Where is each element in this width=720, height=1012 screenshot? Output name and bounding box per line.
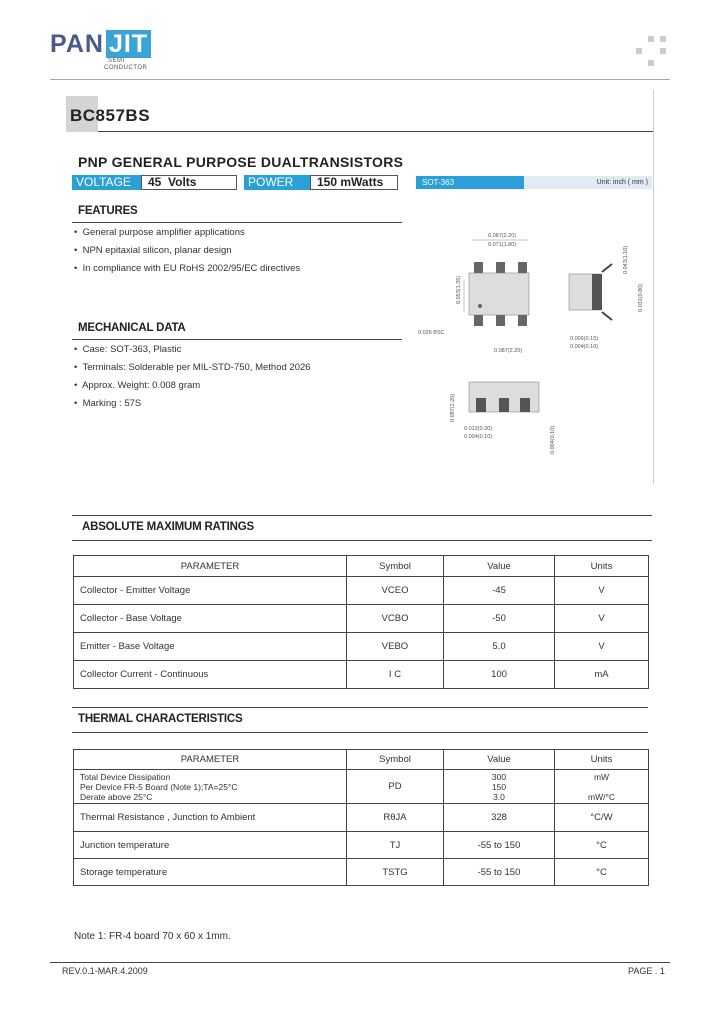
part-underline — [98, 131, 653, 132]
abs-unit-cell: V — [555, 605, 649, 633]
thermal-value-cell: -55 to 150 — [444, 859, 555, 886]
dim-top-width: 0.087(2.20) — [488, 233, 517, 239]
feature-item-2: • NPN epitaxial silicon, planar design — [74, 245, 232, 256]
feature-item-3-text: In compliance with EU RoHS 2002/95/EC directives — [82, 263, 301, 274]
mech-item-3-text: Approx. Weight: 0.008 gram — [82, 380, 201, 391]
unit-note: Unit: inch ( mm ) — [524, 176, 652, 189]
abs-unit-cell: V — [555, 577, 649, 605]
dim-lead-width-min: 0.004(0.10) — [464, 434, 493, 440]
page-title: PNP GENERAL PURPOSE DUALTRANSISTORS — [78, 154, 404, 170]
mech-item-2-text: Terminals: Solderable per MIL-STD-750, Method 2026 — [82, 362, 311, 373]
dim-bottom-overall: 0.087(2.20) — [450, 393, 456, 422]
package-bar: SOT-363 — [416, 176, 530, 189]
thermal-header-row — [74, 750, 649, 770]
abs-ratings-table — [73, 555, 649, 689]
abs-value-cell: 5.0 — [444, 633, 555, 661]
table-row — [74, 859, 649, 886]
dim-bottom-width: 0.087(2.20) — [494, 348, 523, 354]
thermal-param-cell: Thermal Resistance , Junction to Ambient — [74, 804, 347, 832]
abs-value-cell: -50 — [444, 605, 555, 633]
dim-top-width-min: 0.071(1.80) — [488, 242, 517, 248]
logo-pan-text: PAN — [50, 30, 104, 58]
part-number: BC857BS — [70, 106, 151, 125]
abs-header-value: Value — [444, 556, 555, 577]
mech-item-4: • Marking : 57S — [74, 398, 142, 409]
param-line: Total Device Dissipation — [80, 771, 171, 782]
table-row — [74, 633, 649, 661]
thermal-param-cell: Storage temperature — [74, 859, 347, 886]
thermal-value-cell — [444, 770, 555, 804]
value-line: 150 — [491, 781, 507, 792]
thermal-param-cell — [74, 770, 347, 804]
abs-unit-cell: mA — [555, 661, 649, 689]
footnote: Note 1: FR-4 board 70 x 60 x 1mm. — [74, 931, 231, 942]
thermal-header-symbol: Symbol — [347, 750, 444, 770]
thermal-underline — [72, 732, 648, 733]
abs-header-row — [74, 556, 649, 577]
decorative-squares — [636, 36, 666, 66]
abs-param-cell: Collector - Emitter Voltage — [74, 577, 347, 605]
dim-body-height: 0.053(1.35) — [456, 275, 462, 304]
table-row — [74, 661, 649, 689]
abs-unit-cell: V — [555, 633, 649, 661]
abs-ratings-heading: ABSOLUTE MAXIMUM RATINGS — [82, 521, 254, 533]
dim-side-height-min: 0.031(0.80) — [638, 283, 644, 312]
thermal-symbol-cell: TSTG — [347, 859, 444, 886]
table-row — [74, 577, 649, 605]
logo-sub-line2: CONDUCTOR — [104, 65, 148, 71]
thermal-header-value: Value — [444, 750, 555, 770]
dim-side-height: 0.043(1.10) — [623, 245, 629, 274]
abs-symbol-cell: VEBO — [347, 633, 444, 661]
dim-lead-thick-min: 0.004(0.10) — [570, 344, 599, 350]
thermal-header-units: Units — [555, 750, 649, 770]
abs-header-param: PARAMETER — [74, 556, 347, 577]
abs-ratings-underline — [72, 540, 652, 541]
table-row — [74, 832, 649, 859]
voltage-value-text: 45 Volts — [148, 175, 197, 189]
unit-line: mW/°C — [587, 791, 615, 802]
thermal-value-cell: 328 — [444, 804, 555, 832]
feature-item-3: • In compliance with EU RoHS 2002/95/EC directives — [74, 263, 301, 274]
thermal-unit-cell: °C — [555, 859, 649, 886]
mech-item-3: • Approx. Weight: 0.008 gram — [74, 380, 201, 391]
abs-param-cell: Collector - Base Voltage — [74, 605, 347, 633]
voltage-badge: VOLTAGE — [72, 175, 142, 190]
abs-symbol-cell: VCBO — [347, 605, 444, 633]
param-line: Per Device FR-5 Board (Note 1);TA=25°C — [80, 781, 238, 792]
right-border-line — [653, 90, 654, 485]
logo-jit-text: JIT — [106, 30, 151, 58]
thermal-unit-cell: °C — [555, 832, 649, 859]
mech-item-4-text: Marking : 57S — [82, 398, 142, 409]
header-divider — [50, 79, 670, 80]
unit-line: mW — [593, 771, 610, 782]
thermal-header-param: PARAMETER — [74, 750, 347, 770]
feature-item-1: • General purpose amplifier applications — [74, 227, 245, 238]
thermal-value-cell: -55 to 150 — [444, 832, 555, 859]
param-line: Derate above 25°C — [80, 791, 153, 802]
mech-item-2: • Terminals: Solderable per MIL-STD-750, Method 2026 — [74, 362, 311, 373]
abs-symbol-cell: VCEO — [347, 577, 444, 605]
revision-label: REV.0.1-MAR.4.2009 — [62, 966, 148, 976]
thermal-table — [73, 749, 649, 886]
value-line: 3.0 — [493, 791, 505, 802]
package-outline-drawing — [414, 222, 652, 462]
power-value: 150 mWatts — [310, 175, 398, 190]
table-row — [74, 804, 649, 832]
abs-value-cell: -45 — [444, 577, 555, 605]
thermal-symbol-cell: RθJA — [347, 804, 444, 832]
thermal-symbol-cell: PD — [347, 770, 444, 804]
power-badge: POWER — [244, 175, 310, 190]
mechanical-underline — [72, 339, 402, 340]
abs-symbol-cell: I C — [347, 661, 444, 689]
footer-divider — [50, 962, 670, 963]
page-number: PAGE . 1 — [628, 966, 665, 976]
features-underline — [72, 222, 402, 223]
abs-header-units: Units — [555, 556, 649, 577]
abs-value-cell: 100 — [444, 661, 555, 689]
company-logo — [50, 30, 151, 59]
abs-param-cell: Collector Current - Continuous — [74, 661, 347, 689]
dim-standoff: 0.004(0.10) — [550, 425, 556, 454]
thermal-param-cell: Junction temperature — [74, 832, 347, 859]
unit-line — [555, 782, 648, 792]
table-row — [74, 770, 649, 804]
thermal-heading: THERMAL CHARACTERISTICS — [78, 713, 243, 725]
abs-top-line — [72, 515, 652, 516]
mech-item-1-text: Case: SOT-363, Plastic — [82, 344, 182, 355]
thermal-unit-cell — [555, 770, 649, 804]
dim-pitch: 0.026 BSC — [418, 330, 445, 336]
logo-sub-line1: SEMI — [108, 58, 125, 64]
abs-header-symbol: Symbol — [347, 556, 444, 577]
dim-lead-thick: 0.006(0.15) — [570, 336, 599, 342]
thermal-symbol-cell: TJ — [347, 832, 444, 859]
dim-lead-width: 0.012(0.30) — [464, 426, 493, 432]
value-line: 300 — [491, 771, 507, 782]
logo-subtitle — [104, 58, 147, 72]
abs-param-cell: Emitter - Base Voltage — [74, 633, 347, 661]
thermal-unit-cell: °C/W — [555, 804, 649, 832]
mechanical-heading: MECHANICAL DATA — [78, 322, 186, 334]
table-row — [74, 605, 649, 633]
voltage-value — [141, 175, 237, 190]
feature-item-1-text: General purpose amplifier applications — [82, 227, 245, 238]
feature-item-2-text: NPN epitaxial silicon, planar design — [82, 245, 232, 256]
mech-item-1: • Case: SOT-363, Plastic — [74, 344, 182, 355]
features-heading: FEATURES — [78, 205, 138, 217]
thermal-top-line — [72, 707, 648, 708]
